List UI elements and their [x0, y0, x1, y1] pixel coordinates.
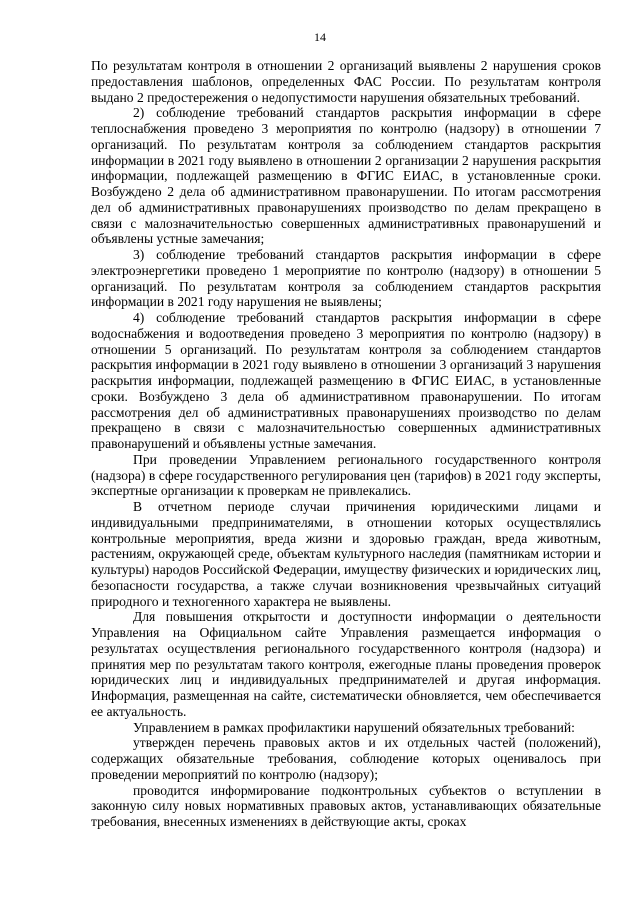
paragraph-water-supply: 4) соблюдение требований стандартов раскрытия информации в сфере водоснабжения и водоотведения проведено 3 мероприятия по контролю (надзору) в отношении 5 организаций. По результатам контроля за соблюдением стандартов раскрытия информации в 2021 году выявлено в отношении 3 организаций 3 нарушения раскрытия информации, подлежащей размещению в ФГИС ЕИАС, в установленные сроки. Возбуждено 3 дела об административном правонарушении. По итогам рассмотрения дел об административных правонарушениях производство по делам прекращено в связи с малозначительностью совершенных административных правонарушений и объявлены устные замечания. [91, 310, 601, 451]
paragraph-legal-acts-list: утвержден перечень правовых актов и их отдельных частей (положений), содержащих обязательные требования, соблюдение которых оценивалось при проведении мероприятий по контролю (надзору); [91, 735, 601, 782]
paragraph-electric-power: 3) соблюдение требований стандартов раскрытия информации в сфере электроэнергетики проведено 1 мероприятие по контролю (надзору) в отношении 5 организаций. По результатам контроля за соблюдением стандартов раскрытия информации в 2021 году нарушения не выявлены; [91, 247, 601, 310]
paragraph-harm-cases: В отчетном периоде случаи причинения юридическими лицами и индивидуальными предпринимателями, в отношении которых осуществлялись контрольные мероприятия, вреда жизни и здоровью граждан, вреда животным, растениям, окружающей среде, объектам культурного наследия (памятникам истории и культуры) народов Российской Федерации, имуществу физических и юридических лиц, безопасности государства, а также случаи возникновения чрезвычайных ситуаций природного и техногенного характера не выявлены. [91, 499, 601, 609]
paragraph-heat-supply: 2) соблюдение требований стандартов раскрытия информации в сфере теплоснабжения проведено 3 мероприятия по контролю (надзору) в отношении 7 организаций. По результатам контроля за соблюдением стандартов раскрытия информации в 2021 году выявлено в отношении 2 организации 2 нарушения раскрытия информации, подлежащей размещению в ФГИС ЕИАС, в установленные сроки. Возбуждено 2 дела об административном правонарушении. По итогам рассмотрения дел об административных правонарушениях производство по делам прекращено в связи с малозначительностью совершенных административных правонарушений и объявлены устные замечания; [91, 105, 601, 247]
paragraph-openness: Для повышения открытости и доступности информации о деятельности Управления на Официальном сайте Управления размещается информация о результатах осуществления регионального государственного контроля (надзора) и принятия мер по результатам такого контроля, ежегодные планы проведения проверок юридических лиц и индивидуальных предпринимателей и другая информация. Информация, размещенная на сайте, систематически обновляется, чем обеспечивается ее актуальность. [91, 609, 601, 719]
document-body [91, 58, 601, 830]
paragraph-control-results: По результатам контроля в отношении 2 организаций выявлены 2 нарушения сроков предоставления шаблонов, определенных ФАС России. По результатам контроля выдано 2 предостережения о недопустимости нарушения обязательных требований. [91, 58, 601, 105]
page-number: 14 [314, 30, 326, 44]
paragraph-prevention-intro: Управлением в рамках профилактики нарушений обязательных требований: [133, 719, 575, 735]
paragraph-informing: проводится информирование подконтрольных субъектов о вступлении в законную силу новых нормативных правовых актов, устанавливающих обязательные требования, внесенных изменениях в действующие акты, сроках [91, 782, 601, 829]
paragraph-experts: При проведении Управлением регионального государственного контроля (надзора) в сфере государственного регулирования цен (тарифов) в 2021 году эксперты, экспертные организации к проверкам не привлекались. [91, 451, 601, 499]
